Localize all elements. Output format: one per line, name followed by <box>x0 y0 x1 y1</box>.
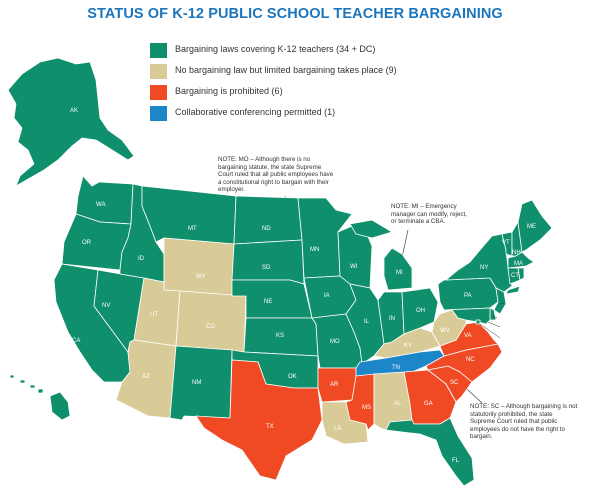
label-WV: WV <box>440 328 450 334</box>
label-WY: WY <box>196 274 206 280</box>
label-CT: CT <box>511 273 519 279</box>
label-TN: TN <box>392 365 400 371</box>
label-NY: NY <box>480 265 489 271</box>
legend-label-bargaining: Bargaining laws covering K-12 teachers (34 + DC) <box>175 44 376 54</box>
label-IN: IN <box>389 316 395 322</box>
label-HI: HI <box>38 405 44 411</box>
label-NC: NC <box>466 357 475 363</box>
label-OH: OH <box>416 308 425 314</box>
label-MA: MA <box>514 261 523 267</box>
label-MN: MN <box>310 247 320 253</box>
label-CO: CO <box>206 324 215 330</box>
label-IL: IL <box>364 319 370 325</box>
state-SD[interactable] <box>232 240 304 284</box>
label-WA: WA <box>96 202 106 208</box>
label-VA: VA <box>464 333 472 339</box>
legend-label-prohibited: Bargaining is prohibited (6) <box>175 86 283 96</box>
label-MD: MD <box>502 325 512 331</box>
label-NH: NH <box>512 250 521 256</box>
state-HI[interactable] <box>10 375 70 420</box>
label-NE: NE <box>264 299 273 305</box>
label-GA: GA <box>424 401 433 407</box>
state-MT[interactable] <box>142 186 236 244</box>
label-NM: NM <box>192 380 202 386</box>
label-ID: ID <box>138 256 144 262</box>
label-AR: AR <box>330 382 339 388</box>
label-OK: OK <box>288 374 297 380</box>
label-ND: ND <box>262 226 271 232</box>
label-MO: MO <box>330 339 340 345</box>
label-IA: IA <box>324 293 330 299</box>
label-SD: SD <box>262 265 271 271</box>
state-WY[interactable] <box>164 238 234 296</box>
page-title: STATUS OF K-12 PUBLIC SCHOOL TEACHER BARGAINING <box>87 6 503 22</box>
label-KY: KY <box>404 343 413 349</box>
note-sc: NOTE: SC – Although bargaining is not statutorily prohibited, the state Supreme Court ruled that public employees do not have the right to bargain. <box>470 403 578 441</box>
label-AL: AL <box>394 401 402 407</box>
label-ME: ME <box>527 224 536 230</box>
label-TX: TX <box>266 424 274 430</box>
label-CA: CA <box>72 338 81 344</box>
note-mi: NOTE: MI – Emergency manager can modify, reject, or terminate a CBA. <box>391 203 467 226</box>
label-LA: LA <box>334 426 342 432</box>
label-FL: FL <box>452 458 460 464</box>
label-DE: DE <box>498 316 507 322</box>
label-RI: RI <box>524 283 530 289</box>
label-VT: VT <box>502 240 510 246</box>
label-OR: OR <box>82 240 91 246</box>
state-AK[interactable] <box>8 58 134 186</box>
note-mo: NOTE: MO – Although there is no bargaining statute, the state Supreme Court ruled that all public employees have a constitutional right to bargain with their employer. <box>218 156 334 194</box>
label-SC: SC <box>450 380 459 386</box>
state-CO[interactable] <box>176 291 246 352</box>
state-FL[interactable] <box>386 418 474 486</box>
label-MT: MT <box>188 226 197 232</box>
legend-label-limited: No bargaining law but limited bargaining takes place (9) <box>175 65 397 75</box>
label-UT: UT <box>150 312 158 318</box>
label-MI: MI <box>396 270 403 276</box>
legend-label-collab: Collaborative conferencing permitted (1) <box>175 107 336 117</box>
label-WI: WI <box>350 264 358 270</box>
label-NV: NV <box>102 303 111 309</box>
label-PA: PA <box>464 293 472 299</box>
label-DC: DC <box>502 336 511 342</box>
label-AK: AK <box>70 108 79 114</box>
label-MS: MS <box>362 405 371 411</box>
label-AZ: AZ <box>142 374 150 380</box>
state-DC[interactable] <box>476 320 480 324</box>
label-NJ: NJ <box>506 302 514 308</box>
label-KS: KS <box>276 333 285 339</box>
state-ND[interactable] <box>234 196 302 244</box>
